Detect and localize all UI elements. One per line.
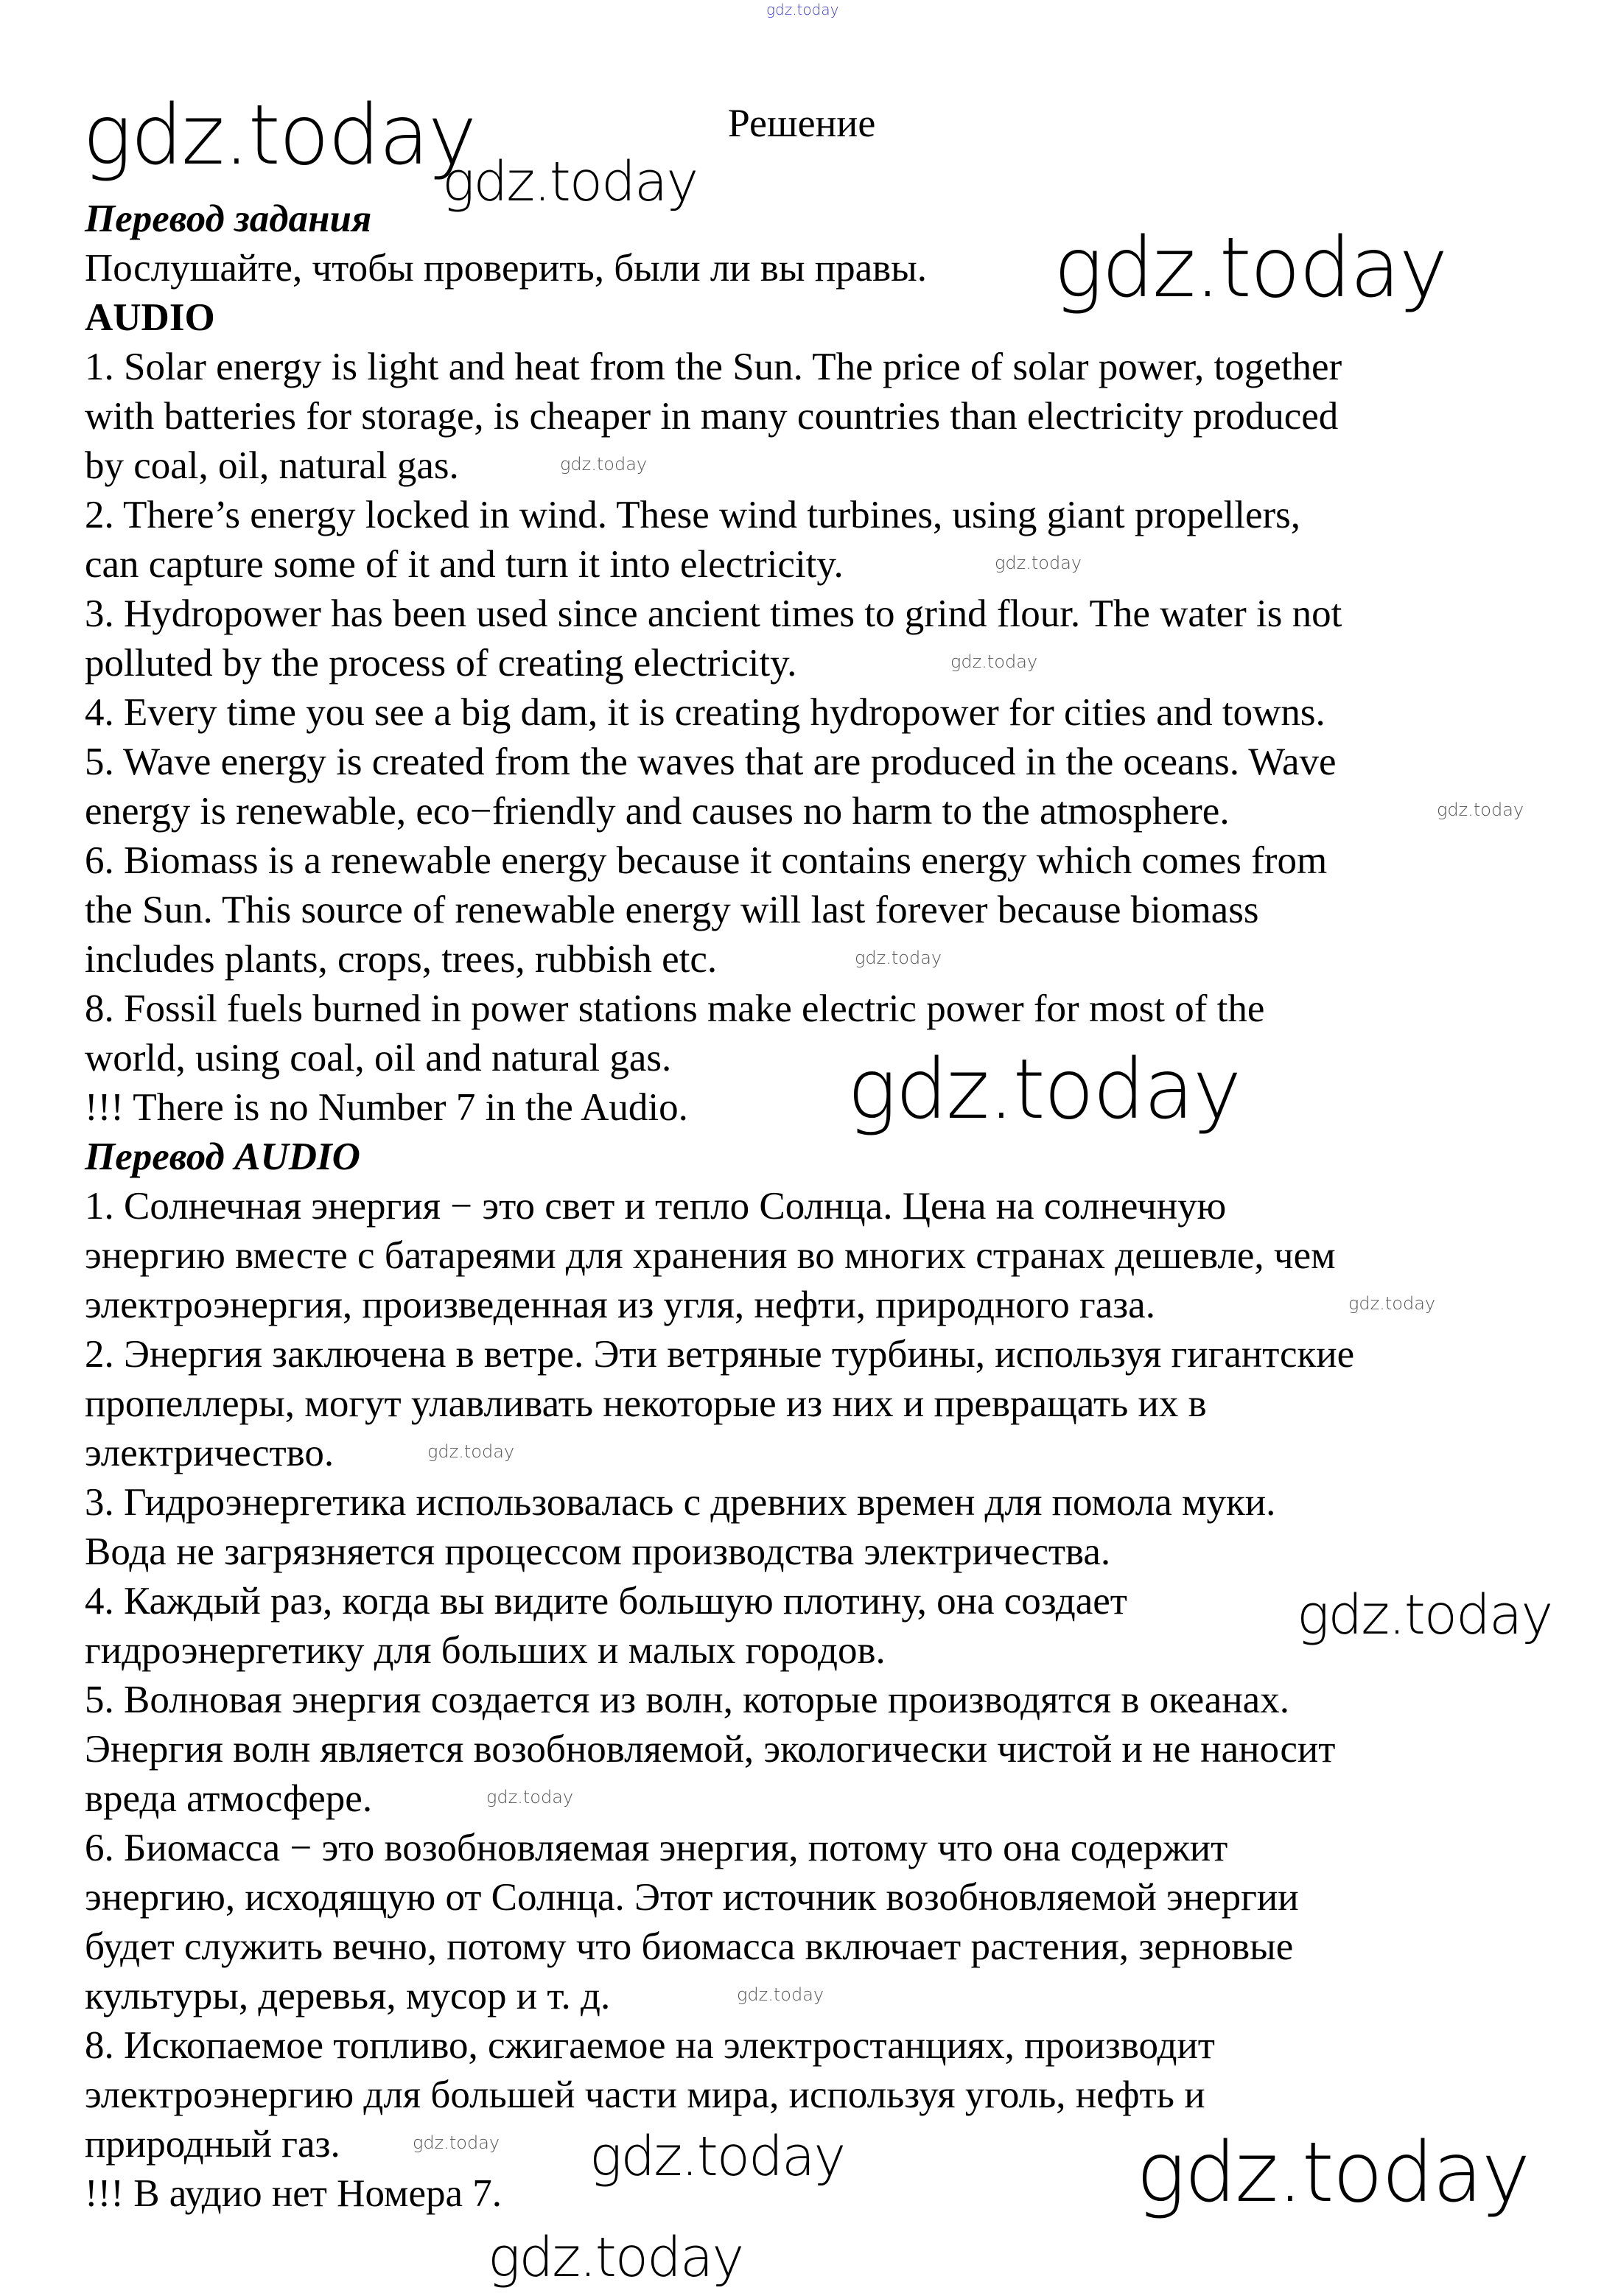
text-line: электроэнергия, произведенная из угля, нефти, природного газа. xyxy=(85,1284,1155,1326)
text-line: Послушайте, чтобы проверить, были ли вы правы. xyxy=(85,247,928,290)
text-line: будет служить вечно, потому что биомасса включает растения, зерновые xyxy=(85,1925,1294,1968)
text-line: polluted by the process of creating electricity. xyxy=(85,642,797,685)
text-line: 6. Биомасса − это возобновляемая энергия, потому что она содержит xyxy=(85,1827,1228,1869)
page-title: Решение xyxy=(727,101,876,145)
text-line: with batteries for storage, is cheaper in many countries than electricity produced xyxy=(85,395,1339,438)
text-line: 1. Солнечная энергия − это свет и тепло Солнца. Цена на солнечную xyxy=(85,1185,1227,1228)
text-line: the Sun. This source of renewable energy will last forever because biomass xyxy=(85,889,1259,931)
text-line: культуры, деревья, мусор и т. д. xyxy=(85,1975,611,2017)
text-line: 5. Wave energy is created from the waves that are produced in the oceans. Wave xyxy=(85,741,1337,783)
text-line: природный газ. xyxy=(85,2123,340,2166)
text-line: includes plants, crops, trees, rubbish etc. xyxy=(85,938,718,981)
text-line: !!! В аудио нет Номера 7. xyxy=(85,2172,502,2215)
text-line: 8. Fossil fuels burned in power stations make electric power for most of the xyxy=(85,987,1265,1030)
text-line: пропеллеры, могут улавливать некоторые из них и превращать их в xyxy=(85,1382,1207,1425)
text-line: 2. There’s energy locked in wind. These wind turbines, using giant propellers, xyxy=(85,494,1301,536)
watermark: gdz.today xyxy=(855,948,942,968)
text-line: 4. Every time you see a big dam, it is creating hydropower for cities and towns. xyxy=(85,691,1325,734)
watermark: gdz.today xyxy=(1437,799,1524,820)
text-line: 6. Biomass is a renewable energy because it contains energy which comes from xyxy=(85,839,1328,882)
watermark: gdz.today xyxy=(737,1984,824,2005)
text-line: вреда атмосфере. xyxy=(85,1777,373,1820)
text-line: world, using coal, oil and natural gas. xyxy=(85,1037,672,1079)
watermark: gdz.today xyxy=(1054,220,1447,316)
text-line: Вода не загрязняется процессом производства электричества. xyxy=(85,1530,1111,1573)
text-line: энергию, исходящую от Солнца. Этот источник возобновляемой энергии xyxy=(85,1876,1299,1919)
text-line: Энергия волн является возобновляемой, экологически чистой и не наносит xyxy=(85,1728,1336,1771)
text-line: !!! There is no Number 7 in the Audio. xyxy=(85,1086,688,1129)
section-heading: Перевод задания xyxy=(85,197,372,240)
document-body xyxy=(85,195,1354,2219)
text-line: электроэнергию для большей части мира, используя уголь, нефть и xyxy=(85,2073,1205,2116)
watermark: gdz.today xyxy=(486,1787,574,1807)
text-line: энергию вместе с батареями для хранения во многих странах дешевле, чем xyxy=(85,1234,1336,1277)
text-line: 2. Энергия заключена в ветре. Эти ветряные турбины, используя гигантские xyxy=(85,1333,1355,1376)
text-line: 8. Ископаемое топливо, сжигаемое на электростанциях, производит xyxy=(85,2024,1215,2067)
watermark: gdz.today xyxy=(83,88,476,183)
watermark: gdz.today xyxy=(442,150,698,214)
text-line: energy is renewable, eco−friendly and causes no harm to the atmosphere. xyxy=(85,790,1230,833)
watermark: gdz.today xyxy=(950,651,1038,672)
watermark: gdz.today xyxy=(488,2226,743,2289)
watermark: gdz.today xyxy=(560,454,648,475)
section-heading: AUDIO xyxy=(85,296,215,339)
watermark: gdz.today xyxy=(1348,1293,1436,1314)
watermark: gdz.today xyxy=(1297,1583,1552,1647)
watermark: gdz.today xyxy=(427,1441,515,1462)
watermark: gdz.today xyxy=(847,1042,1241,1138)
watermark: gdz.today xyxy=(995,553,1082,573)
watermark: gdz.today xyxy=(1136,2125,1530,2221)
text-line: электричество. xyxy=(85,1432,335,1474)
text-line: 3. Hydropower has been used since ancient times to grind flour. The water is not xyxy=(85,592,1342,635)
section-heading: Перевод AUDIO xyxy=(85,1135,360,1178)
text-line: 4. Каждый раз, когда вы видите большую плотину, она создает xyxy=(85,1580,1127,1623)
text-line: by coal, oil, natural gas. xyxy=(85,444,459,487)
watermark: gdz.today xyxy=(413,2132,500,2153)
text-line: 3. Гидроэнергетика использовалась с древних времен для помола муки. xyxy=(85,1481,1276,1524)
text-line: can capture some of it and turn it into electricity. xyxy=(85,543,844,586)
text-line: 5. Волновая энергия создается из волн, которые производятся в океанах. xyxy=(85,1679,1289,1721)
watermark: gdz.today xyxy=(589,2125,845,2188)
text-line: гидроэнергетику для больших и малых городов. xyxy=(85,1629,886,1672)
watermark: gdz.today xyxy=(766,1,839,18)
text-line: 1. Solar energy is light and heat from the Sun. The price of solar power, together xyxy=(85,346,1342,388)
